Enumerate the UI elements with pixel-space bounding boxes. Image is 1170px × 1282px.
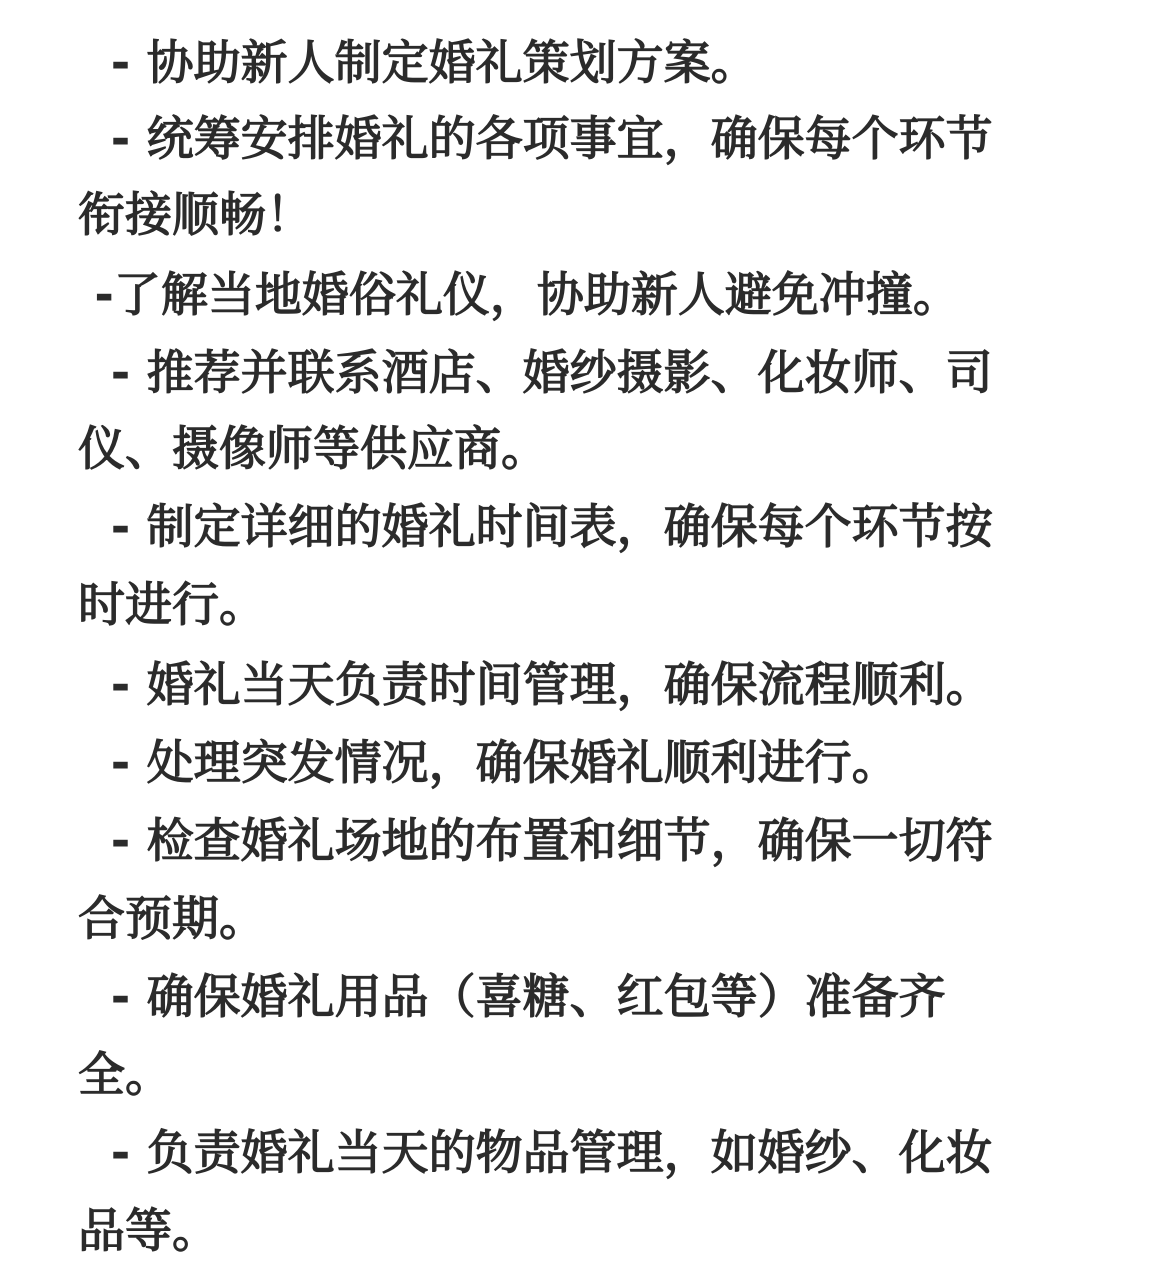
text-line: 合预期。 <box>78 892 266 947</box>
text-line: - 推荐并联系酒店、婚纱摄影、化妆师、司 <box>78 346 993 401</box>
text-line: - 统筹安排婚礼的各项事宜，确保每个环节 <box>78 112 993 167</box>
text-line: 时进行。 <box>78 578 266 633</box>
text-line: - 制定详细的婚礼时间表，确保每个环节按 <box>78 500 993 555</box>
text-line: 品等。 <box>78 1204 219 1259</box>
text-line: - 婚礼当天负责时间管理，确保流程顺利。 <box>78 658 993 713</box>
text-line: - 处理突发情况，确保婚礼顺利进行。 <box>78 736 899 791</box>
text-line: - 检查婚礼场地的布置和细节，确保一切符 <box>78 814 993 869</box>
text-line: - 确保婚礼用品（喜糖、红包等）准备齐 <box>78 970 946 1025</box>
text-line: - 负责婚礼当天的物品管理，如婚纱、化妆 <box>78 1126 993 1181</box>
text-line: - 协助新人制定婚礼策划方案。 <box>78 36 758 91</box>
text-line: 全。 <box>78 1048 172 1103</box>
text-line: -了解当地婚俗礼仪，协助新人避免冲撞。 <box>78 268 960 323</box>
text-line: 衔接顺畅！ <box>78 188 313 243</box>
text-line: 仪、摄像师等供应商。 <box>78 422 548 477</box>
